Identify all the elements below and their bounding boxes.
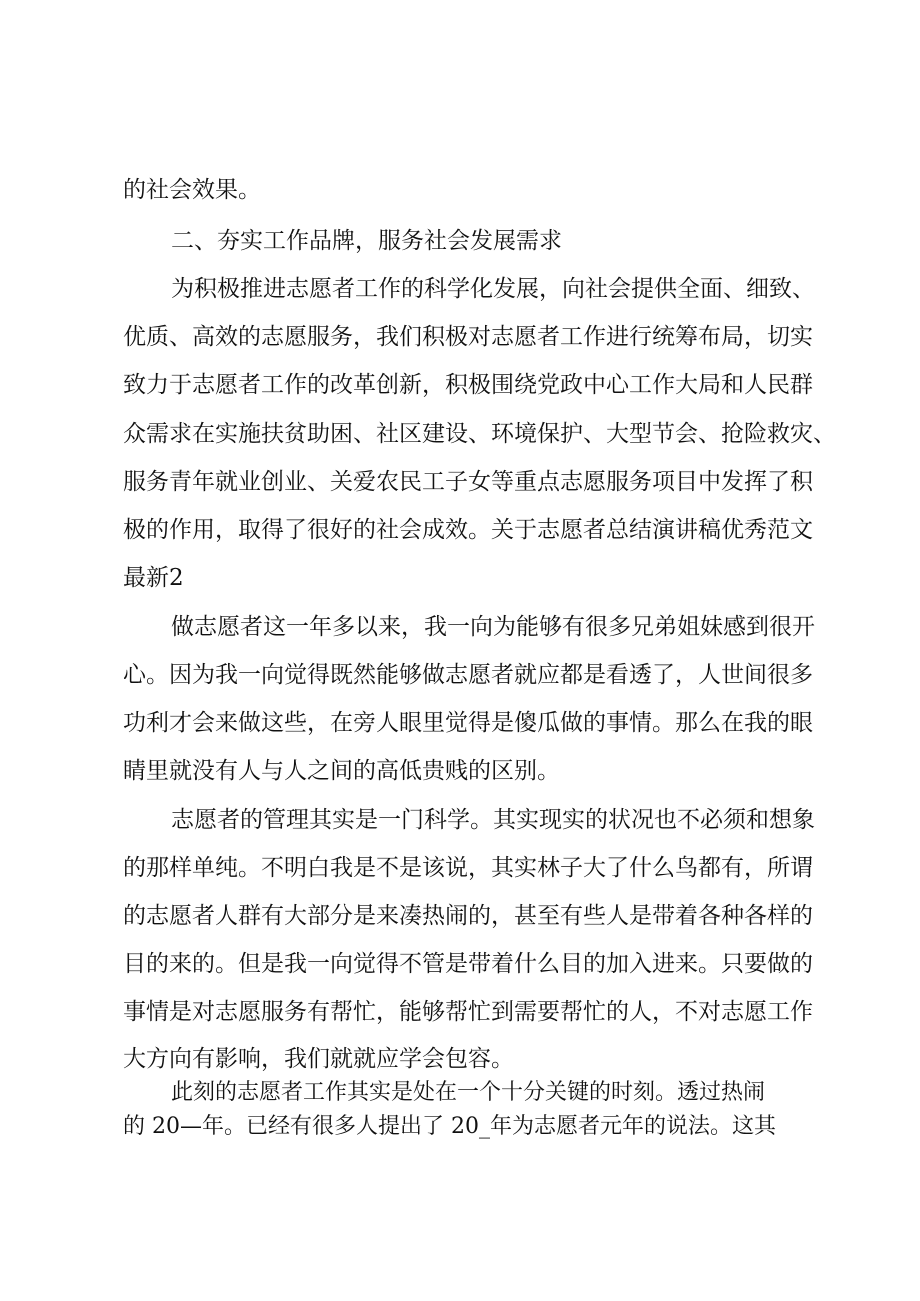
text-line: 的 20—年。已经有很多人提出了 20_年为志愿者元年的说法。这其 [123,1114,776,1139]
text-line: 的那样单纯。不明白我是不是该说，其实林子大了什么鸟都有，所谓 [123,855,813,881]
text-line: 事情是对志愿服务有帮忙，能够帮忙到需要帮忙的人，不对志愿工作 [123,999,813,1025]
text-line: 功利才会来做这些，在旁人眼里觉得是傻瓜做的事情。那么在我的眼 [123,710,813,736]
text-line: 做志愿者这一年多以来，我一向为能够有很多兄弟姐妹感到很开 [171,614,815,640]
text-line: 大方向有影响，我们就就应学会包容。 [123,1046,514,1072]
text-line: 的志愿者人群有大部分是来凑热闹的，甚至有些人是带着各种各样的 [123,903,813,929]
text-line: 此刻的志愿者工作其实是处在一个十分关键的时刻。透过热闹 [171,1080,766,1105]
text-line: 的社会效果。 [123,177,261,203]
section-heading: 二、夯实工作品牌，服务社会发展需求 [171,228,562,254]
text-line: 睛里就没有人与人之间的高低贵贱的区别。 [123,758,560,784]
text-line: 致力于志愿者工作的改革创新，积极围绕党政中心工作大局和人民群 [123,372,813,398]
text-line: 极的作用，取得了很好的社会成效。关于志愿者总结演讲稿优秀范文 [123,517,813,543]
text-line: 优质、高效的志愿服务，我们积极对志愿者工作进行统筹布局，切实 [123,324,813,350]
text-line: 为积极推进志愿者工作的科学化发展，向社会提供全面、细致、 [171,276,815,302]
text-line: 最新2 [123,565,184,591]
text-line: 目的来的。但是我一向觉得不管是带着什么目的加入进来。只要做的 [123,951,813,977]
text-line: 志愿者的管理其实是一门科学。其实现实的状况也不必须和想象 [171,807,815,833]
text-line: 众需求在实施扶贫助困、社区建设、环境保护、大型节会、抢险救灾、 [123,421,836,447]
text-line: 服务青年就业创业、关爱农民工子女等重点志愿服务项目中发挥了积 [123,469,813,495]
text-line: 心。因为我一向觉得既然能够做志愿者就应都是看透了，人世间很多 [123,662,813,688]
